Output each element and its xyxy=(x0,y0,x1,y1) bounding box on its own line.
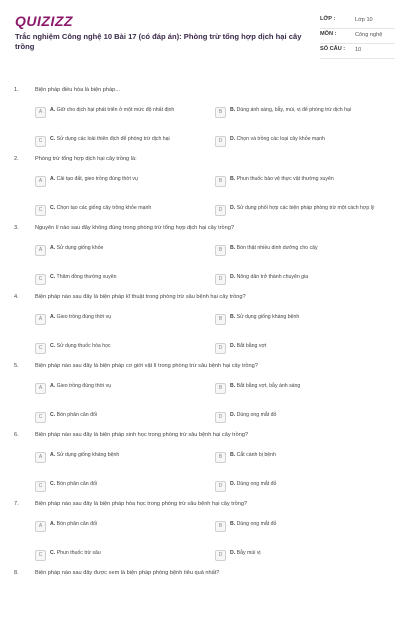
meta-subject xyxy=(320,29,395,44)
meta-key: MÔN : xyxy=(320,31,337,37)
meta-value: 10 xyxy=(355,47,362,53)
option-text: Phun thuốc bảo vệ thực vật thường xuyên xyxy=(236,176,334,182)
option-letter: D. xyxy=(230,205,236,211)
option-box[interactable]: C xyxy=(35,136,46,147)
meta-value: Công nghệ xyxy=(355,32,383,38)
option-text: Sử dụng thuốc hóa học xyxy=(56,343,111,349)
option-box[interactable]: A xyxy=(35,314,46,325)
question-text: Biện pháp nào sau đây là biện pháp cơ giới vật lí trong phòng trừ sâu bệnh hại cây trồng? xyxy=(35,363,258,369)
option-box[interactable]: D xyxy=(215,205,226,216)
option-text: Bón thật nhiều dinh dưỡng cho cây xyxy=(236,245,318,251)
option-letter: A. xyxy=(50,452,56,458)
question-list xyxy=(0,87,400,639)
question-number: 5. xyxy=(14,363,19,369)
option-letter: D. xyxy=(230,412,236,418)
option-letter: A. xyxy=(50,176,56,182)
option-text: Bắt bằng vợt, bẫy ánh sáng xyxy=(236,383,301,389)
option-letter: C. xyxy=(50,550,56,556)
option-text: Gieo trồng đúng thời vụ xyxy=(56,314,112,320)
question-6 xyxy=(0,432,400,501)
question-text: Biện pháp nào sau đây là biện pháp hóa học trong phòng trừ sâu bệnh hại cây trồng? xyxy=(35,501,248,507)
option-letter: B. xyxy=(230,107,236,113)
option-text: Sử dụng giống khỏe xyxy=(56,245,104,251)
option-text: Bón phân cân đối xyxy=(56,521,98,527)
option-letter: A. xyxy=(50,245,56,251)
option-box[interactable]: B xyxy=(215,314,226,325)
option-letter: D. xyxy=(230,550,236,556)
option-box[interactable]: D xyxy=(215,136,226,147)
question-2 xyxy=(0,156,400,225)
meta-key: LỚP : xyxy=(320,16,336,22)
option-text: Dùng ánh sáng, bẫy, mùi, vị để phòng trừ dịch hại xyxy=(236,107,352,113)
option-text: Sử dụng giống kháng bệnh xyxy=(236,314,300,320)
question-number: 6. xyxy=(14,432,19,438)
option-box[interactable]: C xyxy=(35,481,46,492)
option-letter: B. xyxy=(230,452,236,458)
question-number: 3. xyxy=(14,225,19,231)
question-4 xyxy=(0,294,400,363)
option-letter: C. xyxy=(50,343,56,349)
question-text: Phòng trừ tổng hợp dịch hại cây trồng là: xyxy=(35,156,137,162)
option-text: Dùng ong mắt đỏ xyxy=(236,481,277,487)
question-number: 1. xyxy=(14,87,19,93)
option-letter: A. xyxy=(50,521,56,527)
meta-panel xyxy=(320,14,395,59)
option-box[interactable]: B xyxy=(215,107,226,118)
option-box[interactable]: A xyxy=(35,521,46,532)
option-text: Cải tạo đất, gieo trồng đúng thời vụ xyxy=(56,176,138,182)
option-letter: C. xyxy=(50,274,56,280)
option-box[interactable]: C xyxy=(35,550,46,561)
question-number: 4. xyxy=(14,294,19,300)
question-8 xyxy=(0,570,400,639)
question-text: Biện pháp nào sau đây là biện pháp kĩ thuật trong phòng trừ sâu bệnh hại cây trồng? xyxy=(35,294,246,300)
option-box[interactable]: A xyxy=(35,245,46,256)
option-letter: B. xyxy=(230,521,236,527)
option-text: Sử dụng phối hợp các biện pháp phòng trừ một cách hợp lý xyxy=(236,205,375,211)
option-box[interactable]: D xyxy=(215,274,226,285)
option-letter: B. xyxy=(230,245,236,251)
option-letter: A. xyxy=(50,107,56,113)
option-box[interactable]: A xyxy=(35,176,46,187)
option-letter: B. xyxy=(230,176,236,182)
option-text: Bẫy mùi vị xyxy=(236,550,261,556)
option-letter: C. xyxy=(50,481,56,487)
option-letter: D. xyxy=(230,136,236,142)
question-1 xyxy=(0,87,400,156)
meta-count xyxy=(320,44,395,59)
option-letter: C. xyxy=(50,205,56,211)
option-box[interactable]: D xyxy=(215,481,226,492)
question-3 xyxy=(0,225,400,294)
option-box[interactable]: B xyxy=(215,521,226,532)
option-text: Sử dụng giống kháng bệnh xyxy=(56,452,120,458)
option-box[interactable]: A xyxy=(35,107,46,118)
option-letter: D. xyxy=(230,274,236,280)
option-box[interactable]: B xyxy=(215,176,226,187)
page-title: Trắc nghiệm Công nghệ 10 Bài 17 (có đáp án): Phòng trừ tổng hợp dịch hại cây trồng xyxy=(15,32,302,51)
option-letter: C. xyxy=(50,136,56,142)
question-text: Biện pháp nào sau đây được xem là biện pháp phòng bệnh tiêu quả nhất? xyxy=(35,570,220,576)
question-number: 8. xyxy=(14,570,19,576)
option-box[interactable]: B xyxy=(215,452,226,463)
meta-value: Lớp 10 xyxy=(355,17,373,23)
option-box[interactable]: B xyxy=(215,245,226,256)
question-5 xyxy=(0,363,400,432)
option-text: Dùng ong mắt đỏ xyxy=(236,521,277,527)
option-box[interactable]: B xyxy=(215,383,226,394)
question-7 xyxy=(0,501,400,570)
option-text: Thăm đồng thường xuyên xyxy=(56,274,117,280)
option-text: Gieo trồng đúng thời vụ xyxy=(56,383,112,389)
meta-key: SỐ CÂU : xyxy=(320,46,346,52)
option-letter: C. xyxy=(50,412,56,418)
question-number: 7. xyxy=(14,501,19,507)
option-text: Bón phân cân đối xyxy=(56,412,98,418)
option-text: Chọn và trồng các loại cây khỏe mạnh xyxy=(236,136,325,142)
quizizz-logo[interactable]: QUIZIZZ xyxy=(15,13,73,29)
option-box[interactable]: C xyxy=(35,274,46,285)
question-number: 2. xyxy=(14,156,19,162)
option-letter: B. xyxy=(230,314,236,320)
option-text: Bón phân cân đối xyxy=(56,481,98,487)
option-letter: D. xyxy=(230,481,236,487)
option-text: Chọn tạo các giống cây trồng khỏe mạnh xyxy=(56,205,152,211)
option-box[interactable]: C xyxy=(35,205,46,216)
option-text: Cắt cành bị bệnh xyxy=(236,452,276,458)
header xyxy=(0,0,400,80)
option-box[interactable]: D xyxy=(215,550,226,561)
question-text: Biện pháp điều hòa là biện pháp... xyxy=(35,87,120,93)
question-text: Nguyên lí nào sau đây không đúng trong phòng trừ tổng hợp dịch hại cây trồng? xyxy=(35,225,234,231)
option-text: Nông dân trở thành chuyên gia xyxy=(236,274,309,280)
option-letter: A. xyxy=(50,314,56,320)
option-box[interactable]: C xyxy=(35,412,46,423)
option-text: Sử dụng các loài thiên địch để phòng trừ dịch hại xyxy=(56,136,170,142)
option-box[interactable]: C xyxy=(35,343,46,354)
option-box[interactable]: A xyxy=(35,383,46,394)
question-text: Biện pháp nào sau đây là biện pháp sinh học trong phòng trừ sâu bệnh hại cây trồng? xyxy=(35,432,249,438)
option-letter: A. xyxy=(50,383,56,389)
option-text: Phun thuốc trừ sâu xyxy=(56,550,101,556)
option-letter: B. xyxy=(230,383,236,389)
option-text: Giữ cho dịch hại phát triển ở một mức độ nhất định xyxy=(56,107,175,113)
option-text: Dùng ong mắt đỏ xyxy=(236,412,277,418)
option-text: Bắt bằng vợt xyxy=(236,343,267,349)
option-box[interactable]: D xyxy=(215,343,226,354)
meta-grade xyxy=(320,14,395,29)
option-box[interactable]: D xyxy=(215,412,226,423)
option-letter: D. xyxy=(230,343,236,349)
option-box[interactable]: A xyxy=(35,452,46,463)
